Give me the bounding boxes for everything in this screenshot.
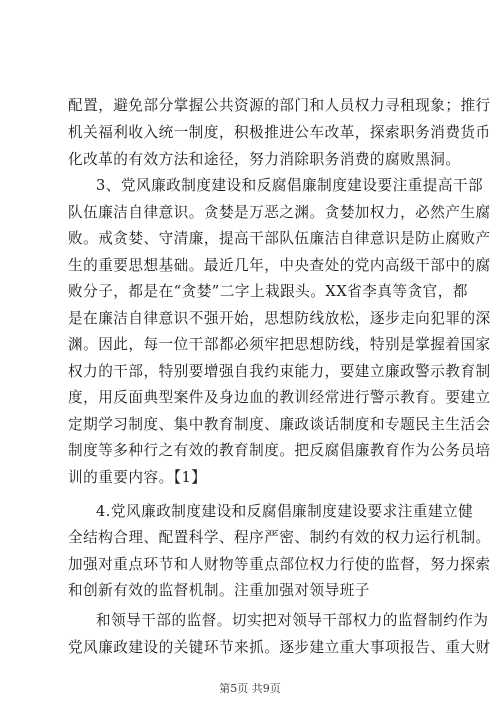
paragraph-line: 败。戒贪婪、守清廉，提高干部队伍廉洁自律意识是防止腐败产 [68,230,491,247]
paragraph-line: 渊。因此，每一位干部都必须牢把思想防线，特别是掌握着国家 [68,336,491,353]
paragraph-line: 权力的干部，特别要增强自我约束能力，要建立廉政警示教育制 [68,363,491,380]
paragraph-line: 败分子，都是在“贪婪”二字上栽跟头。XX省李真等贪官，都 [68,283,468,300]
paragraph-line: 配置，避免部分掌握公共资源的部门和人员权力寻租现象；推行 [68,97,491,114]
paragraph-line: 制度等多种行之有效的教育制度。把反腐倡廉教育作为公务员培 [68,442,491,459]
page-number-footer: 第5页 共9页 [219,682,281,695]
paragraph-line: 队伍廉洁自律意识。贪婪是万恶之渊。贪婪加权力，必然产生腐 [68,204,491,221]
paragraph-line: 生的重要思想基础。最近几年，中央查处的党内高级干部中的腐 [68,257,491,274]
paragraph-line: 和创新有效的监督机制。注重加强对领导班子 [68,582,370,599]
paragraph-line: 度，用反面典型案件及身边血的教训经常进行警示教育。要建立 [68,389,491,406]
paragraph-line: 党风廉政建设的关键环节来抓。逐步建立重大事项报告、重大财 [68,639,491,656]
paragraph-line: 定期学习制度、集中教育制度、廉政谈话制度和专题民主生活会 [68,416,491,433]
paragraph-line: 是在廉洁自律意识不强开始，思想防线放松，逐步走向犯罪的深 [68,310,491,327]
paragraph-line: 和领导干部的监督。切实把对领导干部权力的监督制约作为 [96,612,489,629]
paragraph-line: 加强对重点环节和人财物等重点部位权力行使的监督，努力探索 [68,556,491,573]
paragraph-line: 3、党风廉政制度建设和反腐倡廉制度建设要注重提高干部 [96,177,484,194]
paragraph-line: 训的重要内容。【1】 [68,469,207,486]
paragraph-line: 全结构合理、配置科学、程序严密、制约有效的权力运行机制。 [68,529,491,546]
paragraph-line: 4.党风廉政制度建设和反腐倡廉制度建设要求注重建立健 [96,503,474,520]
paragraph-line: 机关福利收入统一制度，积极推进公车改革，探索职务消费货币 [68,124,491,141]
paragraph-line: 化改革的有效方法和途径，努力消除职务消费的腐败黑洞。 [68,151,461,168]
